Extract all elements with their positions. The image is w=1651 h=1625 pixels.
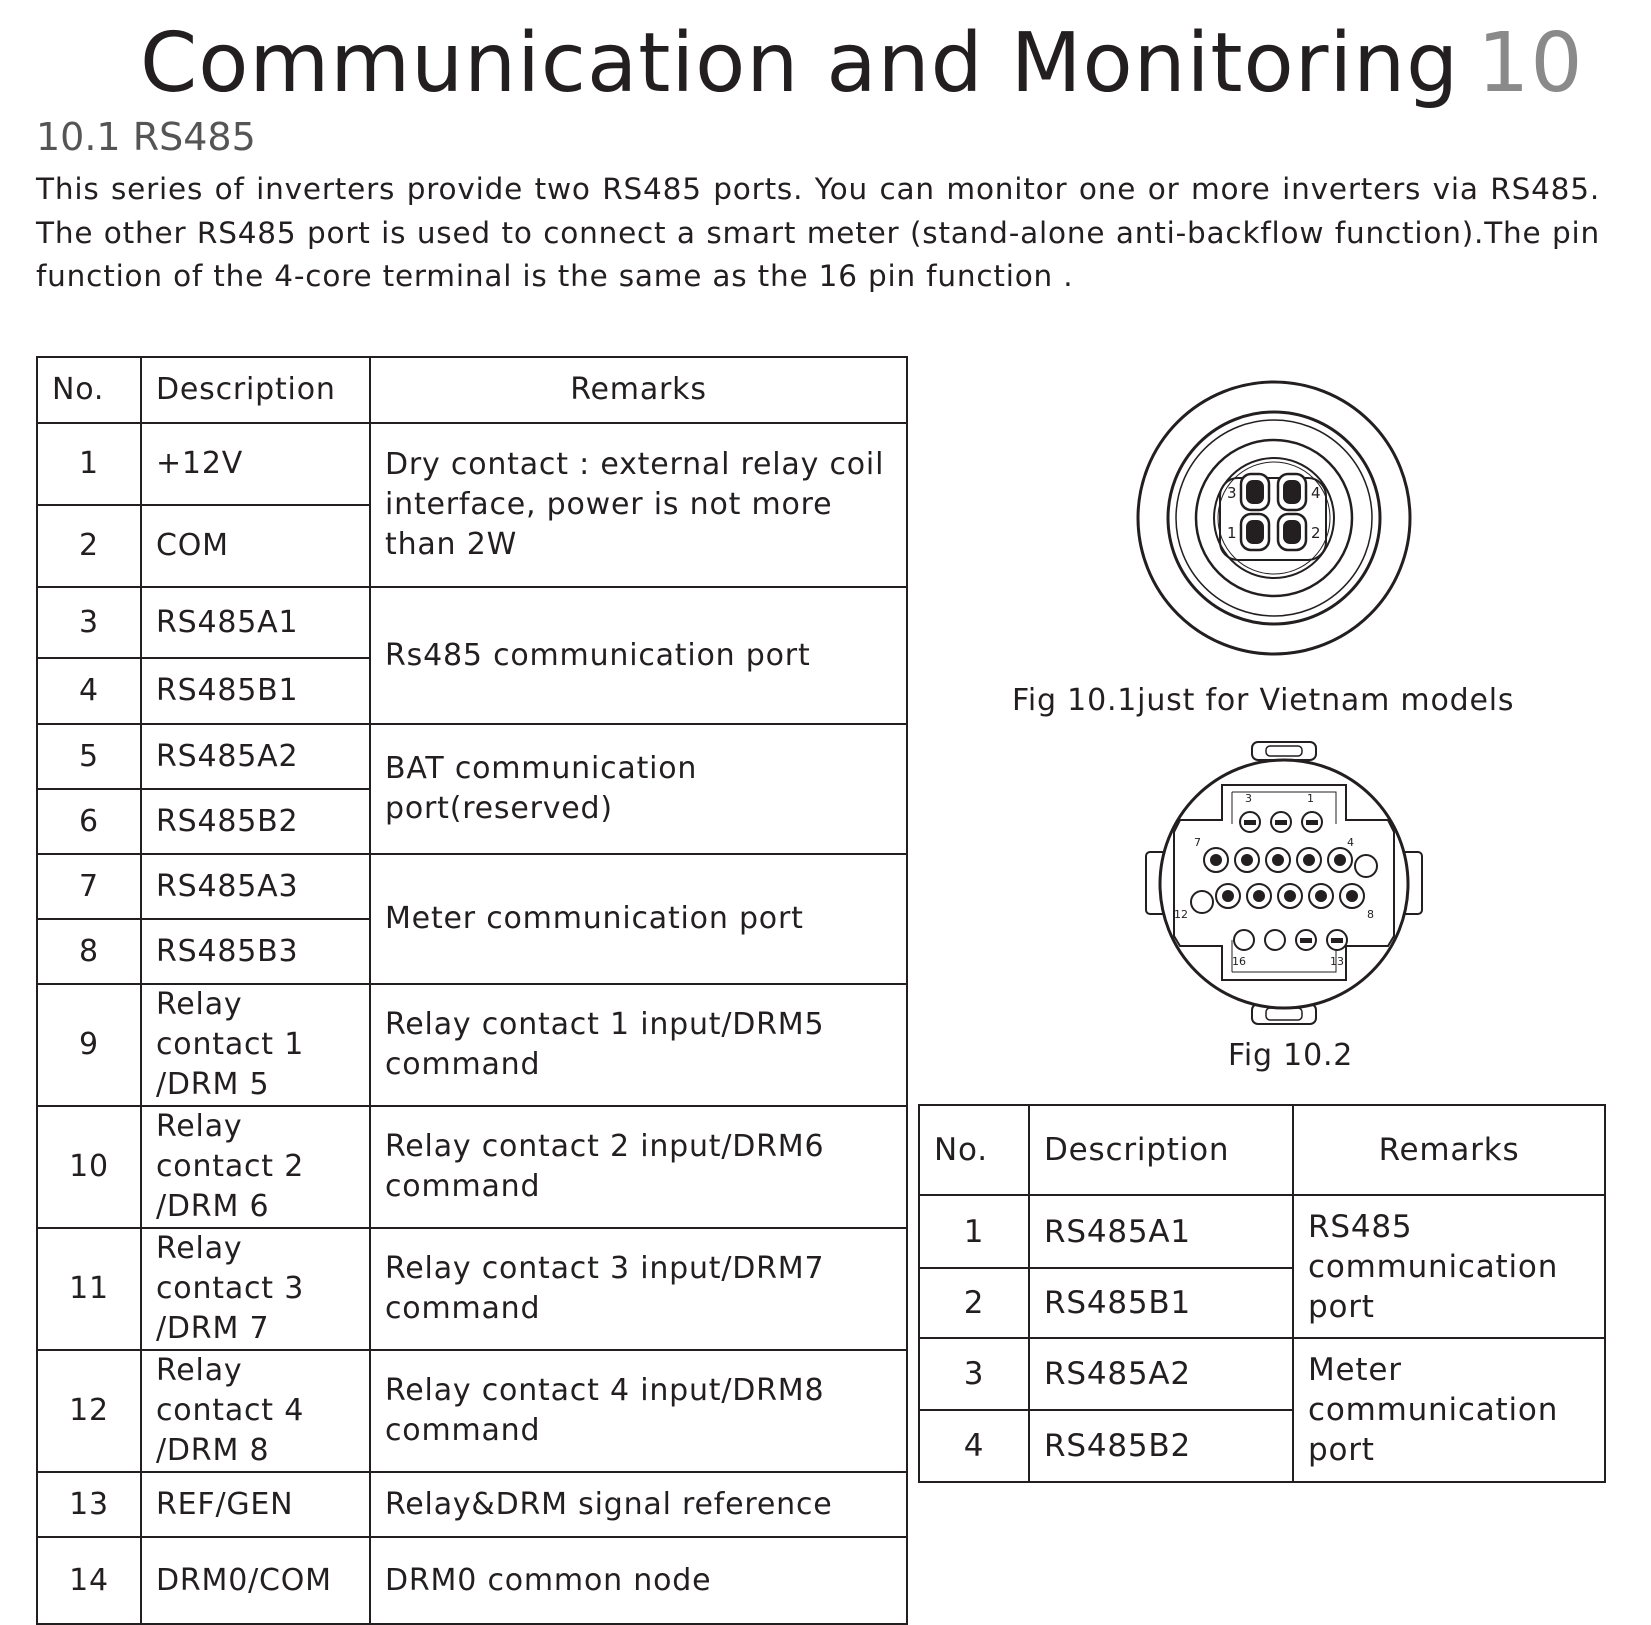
- pin-label: 13: [1330, 955, 1344, 968]
- row-description: RS485B3: [141, 919, 370, 984]
- fig2-caption: Fig 10.2: [1228, 1038, 1354, 1073]
- row-remarks: Rs485 communication port: [370, 587, 907, 724]
- pin-label: 16: [1232, 955, 1246, 968]
- row-no: 11: [37, 1228, 141, 1350]
- pin-label: 8: [1367, 908, 1374, 921]
- sixteen-pin-connector-figure: [1144, 740, 1424, 1030]
- pin-label: 4: [1311, 484, 1321, 502]
- row-remarks: Meter communication port: [1293, 1338, 1605, 1482]
- row-description: COM: [141, 505, 370, 587]
- row-no: 5: [37, 724, 141, 789]
- row-no: 10: [37, 1106, 141, 1228]
- row-remarks: Meter communication port: [370, 854, 907, 984]
- row-description: RS485B2: [141, 789, 370, 854]
- pin-function-table: [36, 356, 908, 1625]
- pin-label: 3: [1227, 484, 1237, 502]
- table-row: [37, 1228, 907, 1350]
- table-header-row: [919, 1105, 1605, 1195]
- row-description: DRM0/COM: [141, 1537, 370, 1624]
- row-remarks: Relay contact 2 input/DRM6 command: [370, 1106, 907, 1228]
- pin-label: 7: [1194, 836, 1201, 849]
- row-description: RS485B1: [141, 658, 370, 724]
- row-remarks: DRM0 common node: [370, 1537, 907, 1624]
- row-remarks: Relay contact 1 input/DRM5 command: [370, 984, 907, 1106]
- row-no: 9: [37, 984, 141, 1106]
- row-description: Relay contact 4 /DRM 8: [141, 1350, 370, 1472]
- row-remarks: BAT communication port(reserved): [370, 724, 907, 854]
- row-no: 14: [37, 1537, 141, 1624]
- row-no: 7: [37, 854, 141, 919]
- header-no: No.: [919, 1105, 1029, 1195]
- header-description: Description: [1029, 1105, 1293, 1195]
- row-remarks: Dry contact : external relay coil interface, power is not more than 2W: [370, 423, 907, 587]
- row-description: RS485A2: [1029, 1338, 1293, 1410]
- row-description: RS485A1: [1029, 1195, 1293, 1268]
- row-description: +12V: [141, 423, 370, 505]
- row-no: 2: [37, 505, 141, 587]
- four-core-pin-table: [918, 1104, 1606, 1483]
- pin-label: 12: [1174, 908, 1188, 921]
- header-description: Description: [141, 357, 370, 423]
- row-description: RS485A2: [141, 724, 370, 789]
- pin-label: 4: [1347, 836, 1354, 849]
- row-no: 6: [37, 789, 141, 854]
- header-remarks: Remarks: [370, 357, 907, 423]
- row-no: 12: [37, 1350, 141, 1472]
- table-row: [37, 724, 907, 789]
- chapter-title-text: Communication and Monitoring: [140, 16, 1460, 111]
- pin-label: 1: [1227, 524, 1237, 542]
- table-row: [37, 854, 907, 919]
- row-remarks: Relay contact 3 input/DRM7 command: [370, 1228, 907, 1350]
- four-pin-connector-figure: [1134, 378, 1414, 658]
- row-remarks: Relay contact 4 input/DRM8 command: [370, 1350, 907, 1472]
- table-header-row: [37, 357, 907, 423]
- chapter-title: [140, 14, 1584, 114]
- pin-label: 3: [1245, 792, 1252, 805]
- row-no: 1: [37, 423, 141, 505]
- row-no: 4: [919, 1410, 1029, 1482]
- row-no: 13: [37, 1472, 141, 1537]
- row-description: REF/GEN: [141, 1472, 370, 1537]
- chapter-number: 10: [1477, 16, 1584, 111]
- table-row: [37, 1537, 907, 1624]
- row-no: 1: [919, 1195, 1029, 1268]
- row-no: 3: [37, 587, 141, 658]
- table-row: [37, 984, 907, 1106]
- row-remarks: Relay&DRM signal reference: [370, 1472, 907, 1537]
- header-no: No.: [37, 357, 141, 423]
- header-remarks: Remarks: [1293, 1105, 1605, 1195]
- row-description: Relay contact 1 /DRM 5: [141, 984, 370, 1106]
- row-no: 8: [37, 919, 141, 984]
- row-no: 3: [919, 1338, 1029, 1410]
- row-description: RS485A3: [141, 854, 370, 919]
- pin-label: 1: [1307, 792, 1314, 805]
- table-row: [37, 423, 907, 505]
- row-description: Relay contact 2 /DRM 6: [141, 1106, 370, 1228]
- table-row: [37, 587, 907, 658]
- row-no: 2: [919, 1268, 1029, 1338]
- fig1-caption: Fig 10.1just for Vietnam models: [1012, 683, 1515, 718]
- table-row: [37, 1472, 907, 1537]
- pin-label: 2: [1311, 524, 1321, 542]
- table-row: [37, 1106, 907, 1228]
- row-no: 4: [37, 658, 141, 724]
- table-row: [919, 1338, 1605, 1410]
- table-row: [37, 1350, 907, 1472]
- row-description: RS485A1: [141, 587, 370, 658]
- row-description: RS485B1: [1029, 1268, 1293, 1338]
- intro-paragraph: This series of inverters provide two RS485 ports. You can monitor one or more inverters via RS485. The other RS485 port is used to connect a smart meter (stand-alone anti-backflow function).The pin function of the 4-core terminal is the same as the 16 pin function .: [36, 172, 1600, 293]
- table-row: [919, 1195, 1605, 1268]
- row-remarks: RS485 communication port: [1293, 1195, 1605, 1338]
- row-description: RS485B2: [1029, 1410, 1293, 1482]
- row-description: Relay contact 3 /DRM 7: [141, 1228, 370, 1350]
- section-title: 10.1 RS485: [36, 115, 256, 159]
